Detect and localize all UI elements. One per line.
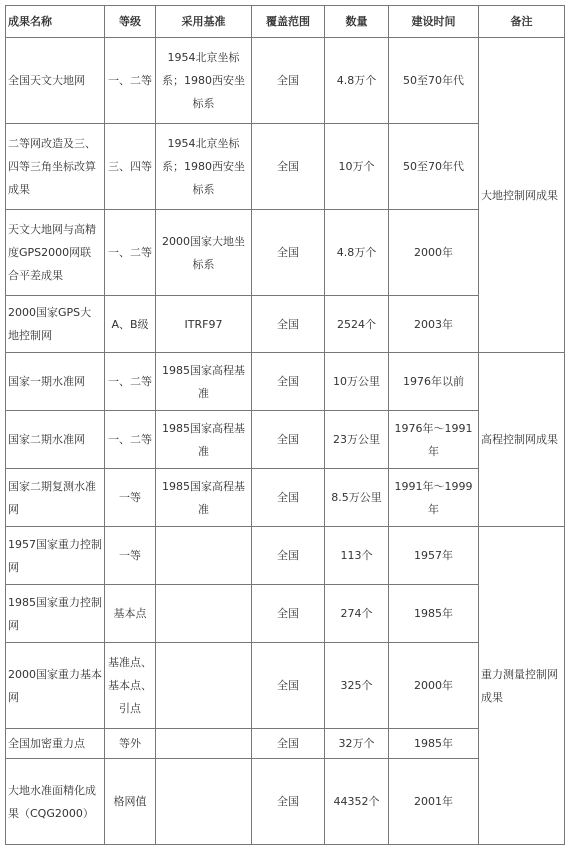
cell-datum — [156, 585, 252, 643]
cell-quantity: 23万公里 — [325, 411, 389, 469]
cell-quantity: 4.8万个 — [325, 210, 389, 296]
cell-time: 2000年 — [389, 643, 479, 729]
cell-name: 2000国家GPS大地控制网 — [6, 296, 105, 353]
cell-datum: 1985国家高程基准 — [156, 469, 252, 527]
cell-datum: 1954北京坐标系；1980西安坐标系 — [156, 38, 252, 124]
cell-quantity: 2524个 — [325, 296, 389, 353]
cell-grade: 基准点、基本点、引点 — [105, 643, 156, 729]
table-row — [6, 527, 565, 585]
cell-time: 1957年 — [389, 527, 479, 585]
cell-quantity: 10万个 — [325, 124, 389, 210]
header-quantity: 数量 — [325, 6, 389, 38]
cell-coverage: 全国 — [252, 527, 325, 585]
cell-quantity: 44352个 — [325, 759, 389, 845]
cell-time: 1976年～1991年 — [389, 411, 479, 469]
cell-name: 1957国家重力控制网 — [6, 527, 105, 585]
results-table-container — [5, 5, 565, 845]
cell-coverage: 全国 — [252, 38, 325, 124]
cell-time: 1991年～1999年 — [389, 469, 479, 527]
header-row — [6, 6, 565, 38]
cell-datum: ITRF97 — [156, 296, 252, 353]
cell-datum: 1985国家高程基准 — [156, 411, 252, 469]
cell-time: 50至70年代 — [389, 38, 479, 124]
cell-coverage: 全国 — [252, 411, 325, 469]
header-name: 成果名称 — [6, 6, 105, 38]
cell-coverage: 全国 — [252, 729, 325, 759]
cell-datum: 1954北京坐标系；1980西安坐标系 — [156, 124, 252, 210]
cell-coverage: 全国 — [252, 759, 325, 845]
cell-time: 1976年以前 — [389, 353, 479, 411]
cell-name: 国家一期水准网 — [6, 353, 105, 411]
header-grade: 等级 — [105, 6, 156, 38]
cell-grade: 格网值 — [105, 759, 156, 845]
cell-coverage: 全国 — [252, 210, 325, 296]
cell-quantity: 4.8万个 — [325, 38, 389, 124]
cell-quantity: 8.5万公里 — [325, 469, 389, 527]
cell-grade: 等外 — [105, 729, 156, 759]
cell-grade: 一等 — [105, 527, 156, 585]
header-datum: 采用基准 — [156, 6, 252, 38]
cell-time: 2000年 — [389, 210, 479, 296]
cell-datum: 2000国家大地坐标系 — [156, 210, 252, 296]
cell-coverage: 全国 — [252, 296, 325, 353]
cell-grade: 一、二等 — [105, 38, 156, 124]
cell-name: 二等网改造及三、四等三角坐标改算成果 — [6, 124, 105, 210]
cell-grade: 三、四等 — [105, 124, 156, 210]
cell-grade: 一等 — [105, 469, 156, 527]
cell-quantity: 32万个 — [325, 729, 389, 759]
cell-name: 全国天文大地网 — [6, 38, 105, 124]
cell-name: 1985国家重力控制网 — [6, 585, 105, 643]
cell-grade: A、B级 — [105, 296, 156, 353]
table-row — [6, 353, 565, 411]
cell-grade: 基本点 — [105, 585, 156, 643]
cell-remark: 重力测量控制网成果 — [479, 527, 565, 845]
cell-coverage: 全国 — [252, 124, 325, 210]
cell-name: 天文大地网与高精度GPS2000网联合平差成果 — [6, 210, 105, 296]
header-time: 建设时间 — [389, 6, 479, 38]
table-row — [6, 38, 565, 124]
cell-name: 国家二期水准网 — [6, 411, 105, 469]
cell-coverage: 全国 — [252, 585, 325, 643]
cell-time: 2003年 — [389, 296, 479, 353]
cell-datum: 1985国家高程基准 — [156, 353, 252, 411]
cell-time: 1985年 — [389, 585, 479, 643]
cell-quantity: 274个 — [325, 585, 389, 643]
cell-coverage: 全国 — [252, 643, 325, 729]
cell-name: 全国加密重力点 — [6, 729, 105, 759]
cell-coverage: 全国 — [252, 469, 325, 527]
cell-quantity: 325个 — [325, 643, 389, 729]
cell-datum — [156, 759, 252, 845]
cell-remark: 大地控制网成果 — [479, 38, 565, 353]
cell-time: 50至70年代 — [389, 124, 479, 210]
cell-datum — [156, 643, 252, 729]
cell-name: 国家二期复测水准网 — [6, 469, 105, 527]
cell-datum — [156, 729, 252, 759]
header-remark: 备注 — [479, 6, 565, 38]
cell-datum — [156, 527, 252, 585]
cell-quantity: 113个 — [325, 527, 389, 585]
cell-grade: 一、二等 — [105, 411, 156, 469]
cell-time: 1985年 — [389, 729, 479, 759]
cell-name: 2000国家重力基本网 — [6, 643, 105, 729]
cell-name: 大地水准面精化成果（CQG2000） — [6, 759, 105, 845]
cell-coverage: 全国 — [252, 353, 325, 411]
results-table — [5, 5, 565, 845]
header-coverage: 覆盖范围 — [252, 6, 325, 38]
cell-grade: 一、二等 — [105, 210, 156, 296]
cell-quantity: 10万公里 — [325, 353, 389, 411]
cell-grade: 一、二等 — [105, 353, 156, 411]
cell-remark: 高程控制网成果 — [479, 353, 565, 527]
cell-time: 2001年 — [389, 759, 479, 845]
